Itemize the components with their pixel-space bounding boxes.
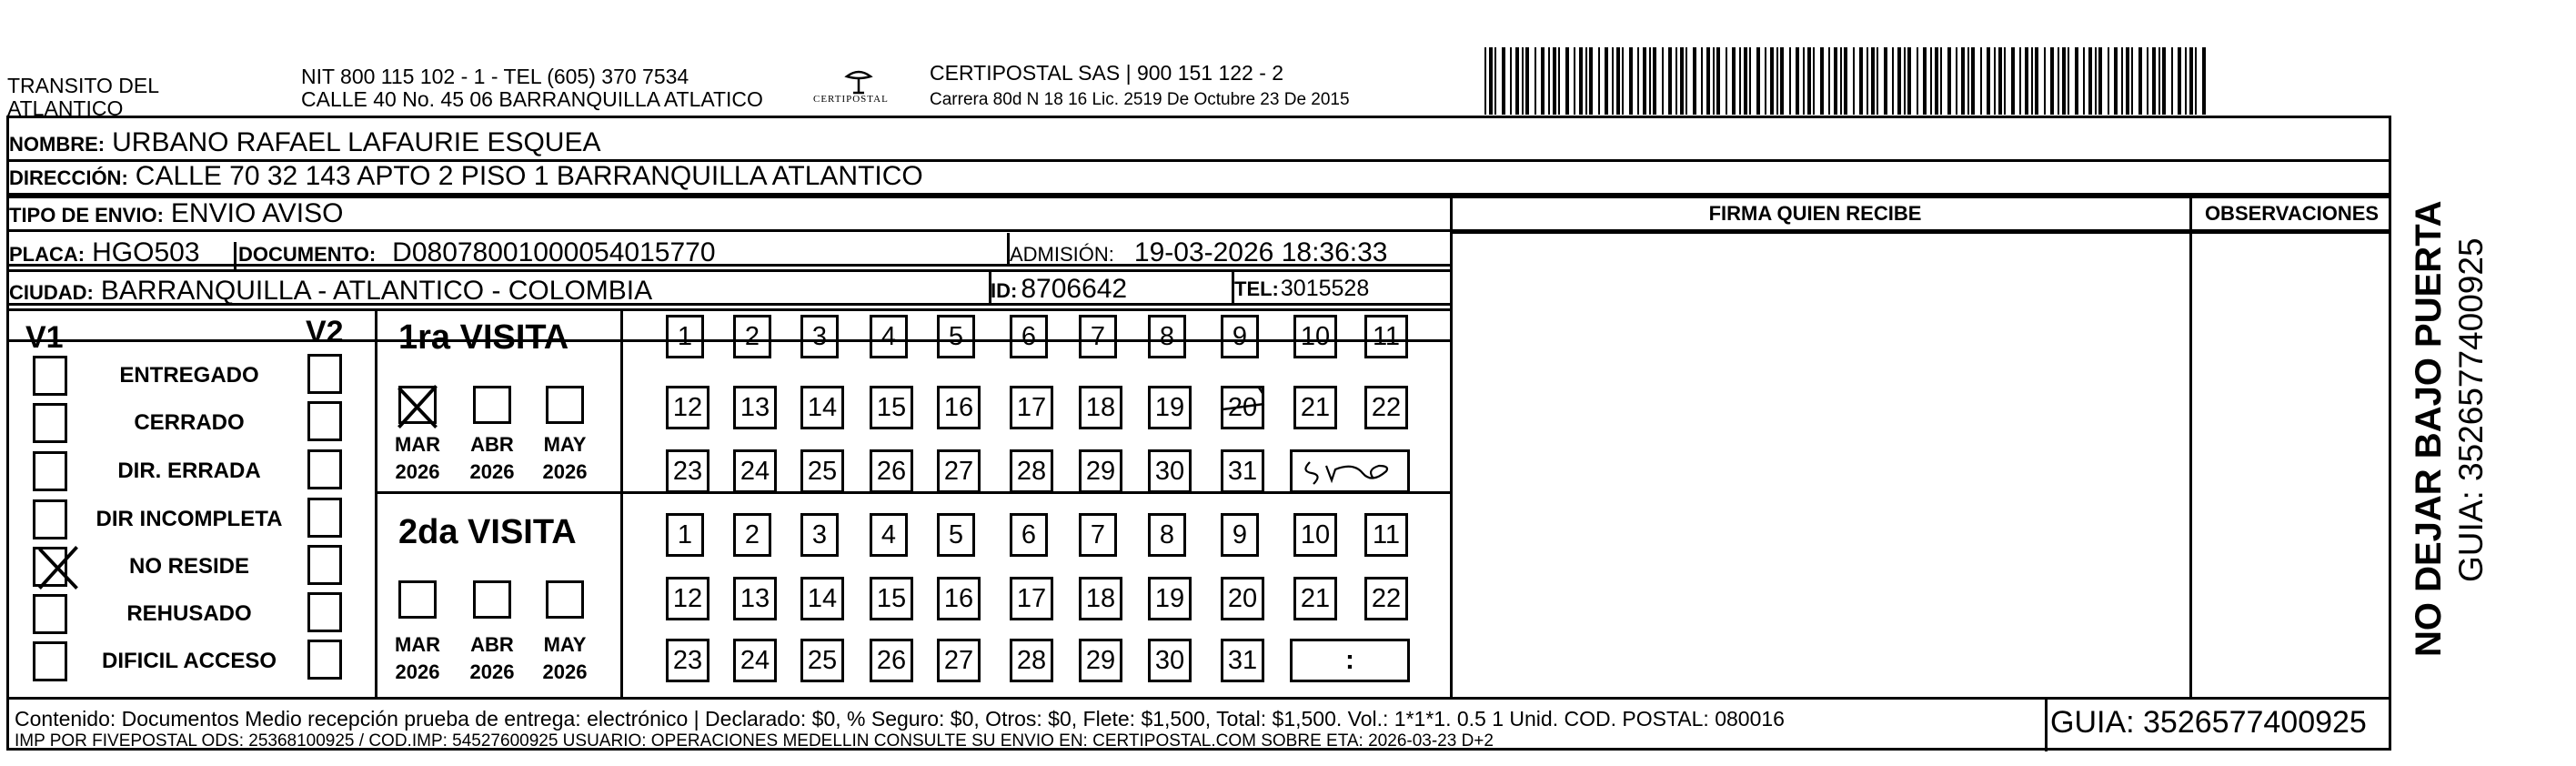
logo-caption: CERTIPOSTAL: [813, 94, 889, 105]
company-name: CERTIPOSTAL SAS | 900 151 122 - 2: [930, 61, 1284, 85]
time-box[interactable]: :: [1290, 639, 1410, 682]
month-label: [460, 631, 524, 686]
day-box[interactable]: 15: [870, 386, 913, 429]
v1-header: V1: [25, 320, 64, 355]
sender-line2: ATLANTICO: [7, 96, 124, 120]
day-box[interactable]: 31: [1221, 449, 1264, 493]
admision-value: 19-03-2026 18:36:33: [1133, 237, 1388, 267]
footer-guia: GUIA: 3526577400925: [2050, 705, 2367, 740]
firma-header: FIRMA QUIEN RECIBE: [1708, 202, 1922, 225]
day-box[interactable]: 6: [1010, 513, 1048, 557]
day-box[interactable]: 10: [1293, 513, 1337, 557]
month-label: [386, 431, 449, 486]
day-box[interactable]: 27: [937, 449, 981, 493]
day-box[interactable]: 8: [1148, 513, 1186, 557]
first-visit-title: 1ra VISITA: [398, 318, 569, 357]
admision-row: [1010, 237, 1387, 268]
second-visit-title: 2da VISITA: [398, 513, 577, 551]
id-row: [991, 274, 1127, 305]
direccion-value: CALLE 70 32 143 APTO 2 PISO 1 BARRANQUILLA ATLANTICO: [135, 161, 923, 191]
month-year: 2026: [469, 660, 515, 683]
day-box[interactable]: 27: [937, 639, 981, 682]
day-box[interactable]: 10: [1293, 315, 1337, 358]
day-box[interactable]: 12: [666, 386, 709, 429]
ciudad-value: BARRANQUILLA - ATLANTICO - COLOMBIA: [100, 276, 653, 306]
status-option-label: DIR INCOMPLETA: [96, 507, 283, 531]
v1-check-mark: [31, 543, 86, 592]
day-box[interactable]: 19: [1148, 577, 1192, 620]
sender-name: [7, 75, 159, 120]
month-year: 2026: [395, 660, 440, 683]
tipo-value: ENVIO AVISO: [170, 198, 344, 228]
day-box[interactable]: 2: [733, 513, 771, 557]
day-box[interactable]: 12: [666, 577, 709, 620]
v1-checkbox[interactable]: [33, 641, 67, 681]
day-box[interactable]: 26: [870, 449, 913, 493]
day-box[interactable]: 28: [1010, 449, 1053, 493]
month-checkbox[interactable]: [398, 580, 437, 619]
direccion-label: DIRECCIÓN:: [9, 166, 128, 189]
month-checkbox[interactable]: [473, 386, 511, 424]
footer-content: Contenido: Documentos Medio recepción prueba de entrega: electrónico | Declarado: $0, % Seguro: $0, Otros: $0, Flete: $1,500, Total: $1,500. Vol.: 1*1*1. 0.5 1 Unid. COD. POSTAL: 080016: [15, 707, 1785, 731]
tel-row: [1234, 276, 1369, 302]
day-box[interactable]: 16: [937, 386, 981, 429]
day-box[interactable]: 3: [800, 315, 839, 358]
day-box[interactable]: 13: [733, 386, 777, 429]
v2-checkbox[interactable]: [307, 401, 342, 441]
month-year: 2026: [469, 460, 515, 483]
day-box[interactable]: 13: [733, 577, 777, 620]
v1-checkbox[interactable]: [33, 356, 67, 396]
day-box[interactable]: 6: [1010, 315, 1048, 358]
day-box[interactable]: 21: [1293, 386, 1337, 429]
month-label: [386, 631, 449, 686]
placa-label: PLACA:: [9, 243, 86, 266]
day-box[interactable]: 3: [800, 513, 839, 557]
documento-label: DOCUMENTO:: [238, 243, 377, 266]
v2-header: V2: [306, 315, 344, 349]
placa-row: [9, 237, 200, 268]
day-box[interactable]: 24: [733, 449, 777, 493]
company-license: Carrera 80d N 18 16 Lic. 2519 De Octubre 23 De 2015: [930, 90, 1350, 109]
day-box[interactable]: 20: [1221, 577, 1264, 620]
documento-value: D08078001000054015770: [392, 237, 716, 267]
observaciones-area[interactable]: [2189, 230, 2394, 694]
month-checkbox[interactable]: [473, 580, 511, 619]
month-year: 2026: [395, 460, 440, 483]
day-box[interactable]: 1: [666, 513, 704, 557]
month-name: MAR: [394, 633, 441, 656]
sender-address: CALLE 40 No. 45 06 BARRANQUILLA ATLATICO: [301, 87, 763, 111]
month-label: [533, 431, 597, 486]
day-box[interactable]: 25: [800, 449, 844, 493]
day-box[interactable]: 18: [1079, 386, 1122, 429]
tipo-label: TIPO DE ENVIO:: [9, 204, 164, 227]
day-box[interactable]: 2: [733, 315, 771, 358]
v2-checkbox[interactable]: [307, 449, 342, 489]
day-box[interactable]: 1: [666, 315, 704, 358]
day-box[interactable]: 22: [1364, 386, 1408, 429]
day-20-mark: [1219, 382, 1270, 428]
sender-info: [301, 66, 763, 111]
day-box[interactable]: 16: [937, 577, 981, 620]
status-option-label: DIFICIL ACCESO: [101, 649, 277, 673]
month-label: [460, 431, 524, 486]
day-box[interactable]: 17: [1010, 386, 1053, 429]
day-box[interactable]: 19: [1148, 386, 1192, 429]
no-dejar-warning: NO DEJAR BAJO PUERTA: [2409, 200, 2449, 657]
placa-value: HGO503: [92, 237, 200, 267]
v2-checkbox[interactable]: [307, 498, 342, 538]
day-box[interactable]: 9: [1221, 513, 1259, 557]
day-box[interactable]: 18: [1079, 577, 1122, 620]
day-box[interactable]: 9: [1221, 315, 1259, 358]
nombre-value: URBANO RAFAEL LAFAURIE ESQUEA: [112, 127, 601, 157]
day-box[interactable]: 22: [1364, 577, 1408, 620]
status-option-label: CERRADO: [134, 410, 245, 435]
month-checkbox[interactable]: [546, 386, 584, 424]
v2-checkbox[interactable]: [307, 354, 342, 394]
day-box[interactable]: 29: [1079, 639, 1122, 682]
day-box[interactable]: 29: [1079, 449, 1122, 493]
day-box[interactable]: 7: [1079, 513, 1117, 557]
documento-row: [238, 237, 716, 268]
status-option-label: REHUSADO: [126, 601, 252, 626]
firma-area[interactable]: [1450, 230, 2180, 694]
status-option-label: ENTREGADO: [119, 363, 259, 388]
month-year: 2026: [542, 460, 588, 483]
day-box[interactable]: 24: [733, 639, 777, 682]
footer-imp: IMP POR FIVEPOSTAL ODS: 25368100925 / COD.IMP: 54527600925 USUARIO: OPERACIONES MEDELLIN CONSULTE SU ENVIO EN: CERTIPOSTAL.COM SOBRE ETA: 2026-03-23 D+2: [15, 731, 1494, 751]
nombre-row: [9, 127, 601, 158]
day-box[interactable]: 8: [1148, 315, 1186, 358]
month-checkbox[interactable]: [546, 580, 584, 619]
day-box[interactable]: 7: [1079, 315, 1117, 358]
day-box[interactable]: 30: [1148, 449, 1192, 493]
tel-label: TEL:: [1234, 277, 1279, 300]
month-name: MAY: [543, 633, 587, 656]
side-guia: GUIA: 3526577400925: [2452, 237, 2490, 582]
day-box[interactable]: 5: [937, 513, 975, 557]
day-box[interactable]: 23: [666, 639, 709, 682]
ciudad-row: [9, 276, 652, 307]
sender-line1: TRANSITO DEL: [7, 74, 159, 97]
month-name: MAR: [394, 433, 441, 456]
v1-checkbox[interactable]: [33, 499, 67, 539]
tipo-row: [9, 198, 343, 229]
nombre-label: NOMBRE:: [9, 133, 106, 156]
tel-value: 3015528: [1280, 276, 1370, 301]
day-box[interactable]: 28: [1010, 639, 1053, 682]
day-box[interactable]: 20: [1221, 386, 1264, 429]
month-label: [533, 631, 597, 686]
v1-checkbox[interactable]: [33, 403, 67, 443]
v2-checkbox[interactable]: [307, 592, 342, 632]
day-box[interactable]: 25: [800, 639, 844, 682]
month-name: ABR: [470, 633, 514, 656]
id-label: ID:: [991, 279, 1018, 302]
day-box[interactable]: 17: [1010, 577, 1053, 620]
month-year: 2026: [542, 660, 588, 683]
direccion-row: [9, 161, 923, 192]
handwritten-time-scribble: [1299, 453, 1399, 489]
day-box[interactable]: 30: [1148, 639, 1192, 682]
day-box[interactable]: 11: [1364, 513, 1408, 557]
v2-checkbox[interactable]: [307, 640, 342, 680]
admision-label: ADMISIÓN:: [1010, 243, 1114, 266]
day-box[interactable]: 4: [870, 315, 908, 358]
status-option-label: DIR. ERRADA: [117, 459, 261, 483]
day-box[interactable]: 21: [1293, 577, 1337, 620]
status-option-label: NO RESIDE: [128, 554, 250, 579]
v1-checkbox[interactable]: [33, 594, 67, 634]
observaciones-header: OBSERVACIONES: [2204, 202, 2380, 225]
id-value: 8706642: [1021, 274, 1128, 304]
day-box[interactable]: 14: [800, 386, 844, 429]
day-box[interactable]: 26: [870, 639, 913, 682]
day-box[interactable]: 11: [1364, 315, 1408, 358]
day-box[interactable]: 23: [666, 449, 709, 493]
barcode: [1484, 47, 2212, 115]
day-box[interactable]: 31: [1221, 639, 1264, 682]
month-name: MAY: [543, 433, 587, 456]
month-name: ABR: [470, 433, 514, 456]
v1-checkbox[interactable]: [33, 451, 67, 491]
v2-checkbox[interactable]: [307, 545, 342, 585]
day-box[interactable]: 5: [937, 315, 975, 358]
day-box[interactable]: 14: [800, 577, 844, 620]
sender-nit: NIT 800 115 102 - 1 - TEL (605) 370 7534: [301, 65, 689, 88]
day-box[interactable]: 15: [870, 577, 913, 620]
day-box[interactable]: 4: [870, 513, 908, 557]
ciudad-label: CIUDAD:: [9, 281, 94, 304]
month-check-mark: [393, 382, 442, 431]
